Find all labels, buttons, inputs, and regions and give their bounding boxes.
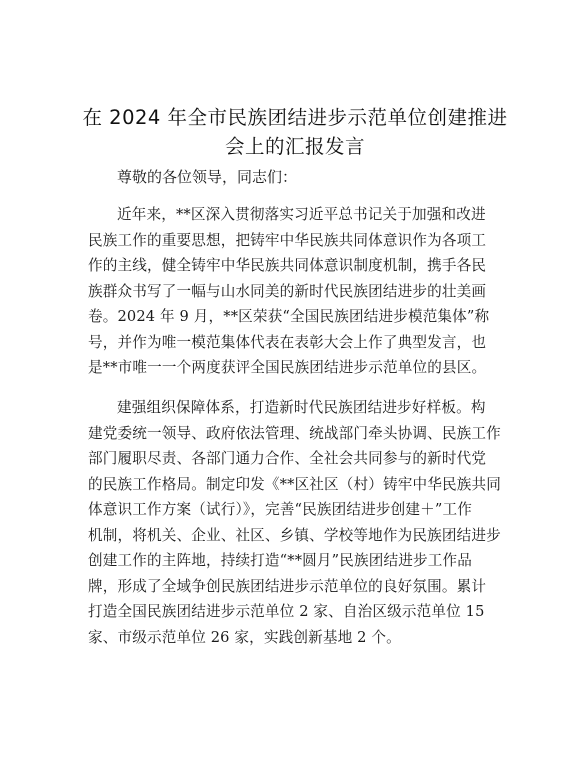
title-line: 在 2024 年全市民族团结进步示范单位创建推进 — [82, 106, 508, 129]
paragraph-line: 创建工作的主阵地，持续打造“**圆月”民族团结进步工作品 — [88, 552, 472, 569]
paragraph-line: 的民族工作格局。制定印发《**区社区（村）铸牢中华民族共同 — [88, 475, 501, 493]
paragraph-line: 卷。2024 年 9 月，**区荣获“全国民族团结进步模范集体”称 — [88, 308, 490, 325]
paragraph-line: 牌，形成了全域争创民族团结进步示范单位的良好氛围。累计 — [88, 577, 487, 595]
paragraph-line: 建强组织保障体系，打造新时代民族团结进步好样板。构 — [117, 399, 486, 416]
paragraph-line: 是**市唯一一个两度获评全国民族团结进步示范单位的县区。 — [88, 359, 487, 376]
title-line: 会上的汇报发言 — [224, 135, 365, 158]
paragraph-line: 打造全国民族团结进步示范单位 2 家、自治区级示范单位 15 — [88, 603, 485, 620]
paragraph — [88, 202, 498, 381]
paragraph-line: 近年来，**区深入贯彻落实习近平总书记关于加强和改进 — [117, 206, 486, 223]
paragraph — [88, 395, 501, 650]
salutation: 尊敬的各位领导，同志们： — [117, 168, 298, 186]
paragraph-line: 建党委统一领导、政府依法管理、统战部门牵头协调、民族工作 — [88, 424, 501, 442]
paragraph-line: 体意识工作方案（试行）》，完善“民族团结进步创建＋”工作 — [88, 501, 472, 518]
paragraph-line: 家、市级示范单位 26 家，实践创新基地 2 个。 — [88, 628, 401, 646]
paragraph-line: 机制，将机关、企业、社区、乡镇、学校等地作为民族团结进步 — [88, 526, 501, 544]
paragraph-line: 民族工作的重要思想，把铸牢中华民族共同体意识作为各项工 — [88, 231, 487, 249]
paragraph-line: 部门履职尽责、各部门通力合作、全社会共同参与的新时代党 — [88, 450, 487, 467]
paragraph-line: 族群众书写了一幅与山水同美的新时代民族团结进步的壮美画 — [88, 282, 487, 300]
document-title — [60, 103, 530, 161]
paragraph-line: 号，并作为唯一模范集体代表在表彰大会上作了典型发言，也 — [88, 333, 487, 351]
paragraph-line: 作的主线，健全铸牢中华民族共同体意识制度机制，携手各民 — [88, 257, 487, 274]
